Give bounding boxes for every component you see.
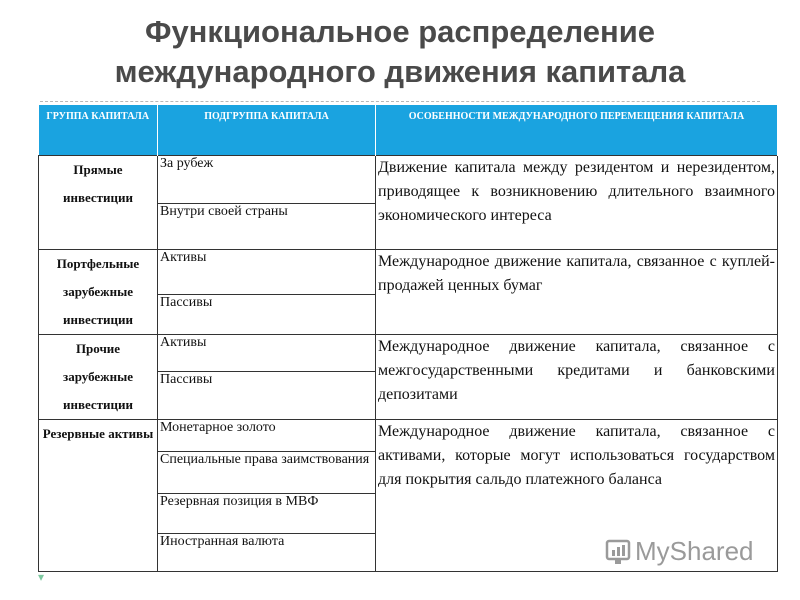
title-line-2: международного движения капитала <box>114 54 686 89</box>
capital-table <box>38 105 778 572</box>
feature-portfolio: Международное движение капитала, связанное с куплей-продажей ценных бумаг <box>376 250 778 335</box>
title-divider <box>40 101 760 102</box>
header-row <box>39 105 778 156</box>
subgroup-portfolio-liabilities: Пассивы <box>158 294 376 334</box>
subgroup-abroad: За рубеж <box>158 156 376 204</box>
title-line-1: Функциональное распределение <box>144 14 655 49</box>
subgroup-monetary-gold: Монетарное золото <box>158 420 376 452</box>
subgroup-imf-position: Резервная позиция в МВФ <box>158 494 376 534</box>
table-row <box>39 156 778 204</box>
subgroup-portfolio-assets: Активы <box>158 250 376 295</box>
group-direct: Прямые инвестиции <box>39 156 158 250</box>
slide-bullet-icon: ▾ <box>38 570 45 584</box>
table-row <box>39 420 778 452</box>
subgroup-other-assets: Активы <box>158 335 376 372</box>
header-features: ОСОБЕННОСТИ МЕЖДУНАРОДНОГО ПЕРЕМЕЩЕНИЯ КАПИТАЛА <box>376 105 778 156</box>
subgroup-domestic: Внутри своей страны <box>158 204 376 250</box>
header-group: ГРУППА КАПИТАЛА <box>39 105 158 156</box>
group-other: Прочие зарубежные инвестиции <box>39 335 158 420</box>
group-reserve: Резервные активы <box>39 420 158 572</box>
feature-other: Международное движение капитала, связанное с межгосударственными кредитами и банковскими депозитами <box>376 335 778 420</box>
watermark <box>605 536 754 567</box>
header-subgroup: ПОДГРУППА КАПИТАЛА <box>158 105 376 156</box>
feature-reserve: Международное движение капитала, связанное с активами, которые могут использоваться государством для покрытия сальдо платежного баланса <box>376 420 778 572</box>
table-row <box>39 250 778 295</box>
myshared-logo-icon <box>605 537 635 567</box>
slide-title <box>0 12 800 92</box>
subgroup-foreign-currency: Иностранная валюта <box>158 534 376 572</box>
subgroup-other-liabilities: Пассивы <box>158 372 376 420</box>
feature-direct: Движение капитала между резидентом и нерезидентом, приводящее к возникновению длительного взаимного экономического интереса <box>376 156 778 250</box>
group-portfolio: Портфельные зарубежные инвестиции <box>39 250 158 335</box>
watermark-text: MyShared <box>635 536 754 566</box>
subgroup-sdr: Специальные права заимствования <box>158 452 376 494</box>
table-row <box>39 335 778 372</box>
